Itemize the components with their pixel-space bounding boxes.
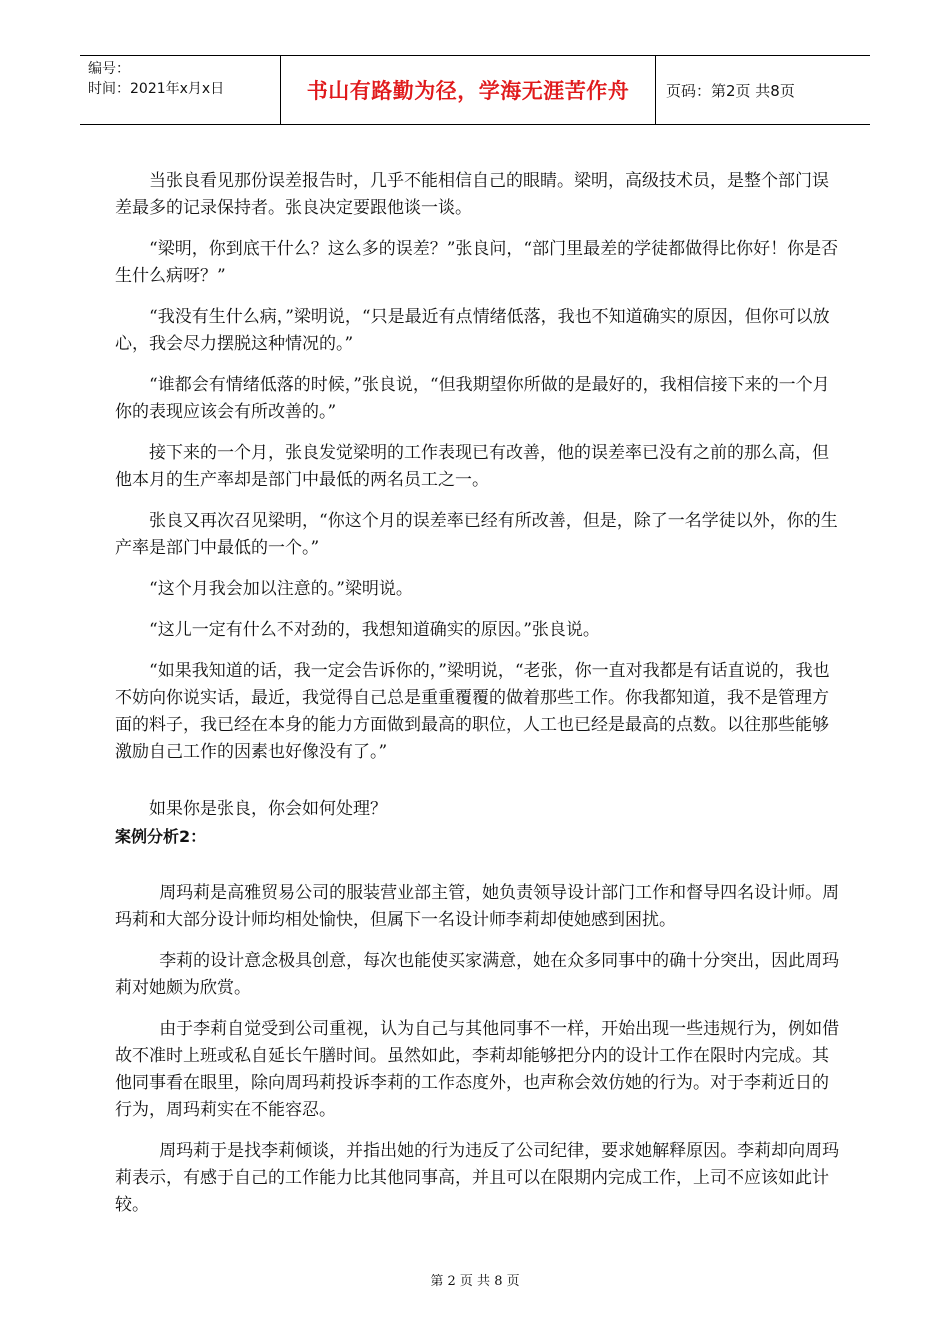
case2-paragraph: 周玛莉于是找李莉倾谈，并指出她的行为违反了公司纪律，要求她解释原因。李莉却向周玛莉表示，有感于自己的工作能力比其他同事高，并且可以在限期内完成工作，上司不应该如此计较。 [115, 1141, 840, 1215]
case1-paragraph: “这儿一定有什么不对劲的，我想知道确实的原因。”张良说。 [149, 620, 600, 640]
case1-paragraph: “谁都会有情绪低落的时候，”张良说，“但我期望你所做的是最好的，我相信接下来的一个月你的表现应该会有所改善的。” [115, 375, 830, 422]
header-meta [80, 56, 281, 124]
case1-paragraph: 当张良看见那份误差报告时，几乎不能相信自己的眼睛。梁明，高级技术员，是整个部门误差最多的记录保持者。张良决定要跟他谈一谈。 [115, 171, 829, 218]
document-number-label: 编号： [88, 61, 130, 77]
page-footer: 第 2 页 共 8 页 [430, 1274, 520, 1289]
case2-paragraph: 由于李莉自觉受到公司重视，认为自己与其他同事不一样，开始出现一些违规行为，例如借故不准时上班或私自延长午膳时间。虽然如此，李莉却能够把分内的设计工作在限时内完成。其他同事看在眼里，除向周玛莉投诉李莉的工作态度外，也声称会效仿她的行为。对于李莉近日的行为，周玛莉实在不能容忍。 [115, 1019, 840, 1120]
header-motto: 书山有路勤为径，学海无涯苦作舟 [281, 56, 656, 124]
case2-paragraph: 周玛莉是高雅贸易公司的服装营业部主管，她负责领导设计部门工作和督导四名设计师。周玛莉和大部分设计师均相处愉快，但属下一名设计师李莉却使她感到困扰。 [115, 883, 840, 930]
case1-paragraph: “梁明，你到底干什么？这么多的误差？”张良问，“部门里最差的学徒都做得比你好！你是否生什么病呀？” [115, 239, 839, 286]
page-header [80, 55, 870, 125]
case1-paragraph: “我没有生什么病，”梁明说，“只是最近有点情绪低落，我也不知道确实的原因，但你可以放心，我会尽力摆脱这种情况的。” [115, 307, 830, 354]
case1-paragraph: “这个月我会加以注意的。”梁明说。 [149, 579, 413, 599]
case2-paragraph: 李莉的设计意念极具创意，每次也能使买家满意，她在众多同事中的确十分突出，因此周玛莉对她颇为欣赏。 [115, 951, 840, 998]
case1-paragraph: 张良又再次召见梁明，“你这个月的误差率已经有所改善，但是，除了一名学徒以外，你的生产率是部门中最低的一个。” [115, 511, 838, 558]
document-time-label: 时间：2021年x月x日 [88, 81, 225, 97]
case2-section [115, 880, 840, 1219]
case1-question: 如果你是张良，你会如何处理？ [149, 799, 387, 819]
case2-title: 案例分析2： [115, 827, 207, 846]
header-page-info: 页码：第2页 共8页 [666, 81, 795, 100]
case1-paragraph: “如果我知道的话，我一定会告诉你的，”梁明说，“老张，你一直对我都是有话直说的，我也不妨向你说实话，最近，我觉得自己总是重重覆覆的做着那些工作。你我都知道，我不是管理方面的料子，我已经在本身的能力方面做到最高的职位，人工也已经是最高的点数。以往那些能够激励自己工作的因素也好像没有了。” [115, 661, 830, 762]
case1-paragraph: 接下来的一个月，张良发觉梁明的工作表现已有改善，他的误差率已没有之前的那么高，但他本月的生产率却是部门中最低的两名员工之一。 [115, 443, 829, 490]
document-body [115, 168, 840, 1219]
